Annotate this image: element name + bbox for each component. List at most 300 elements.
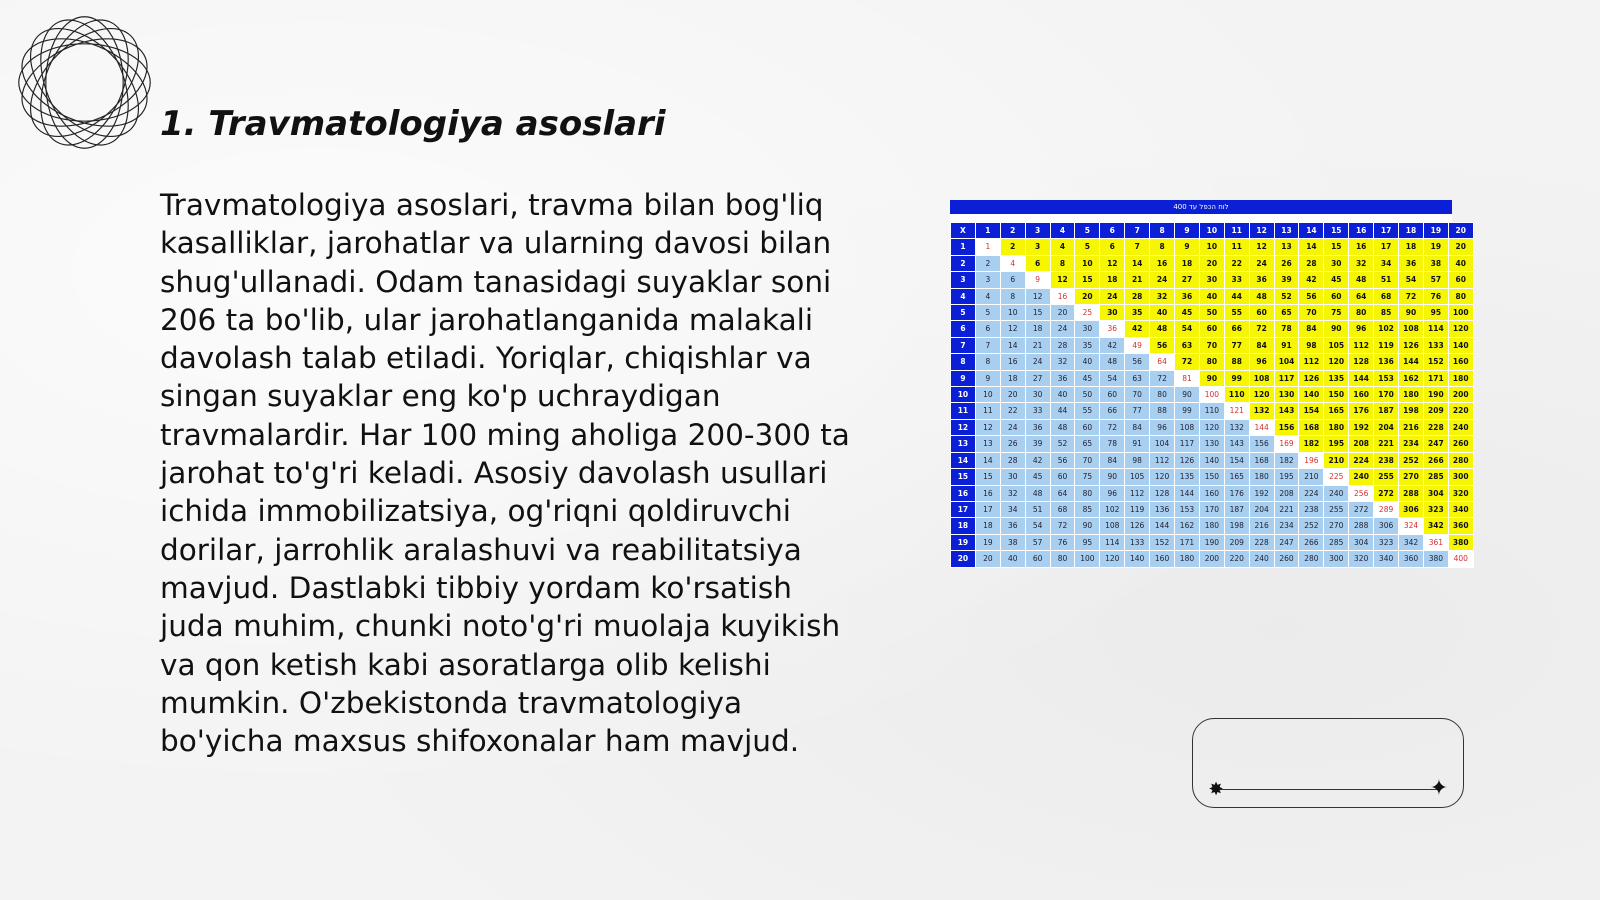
- table-cell: 176: [1349, 403, 1374, 419]
- table-cell: 80: [1150, 387, 1175, 403]
- table-cell: 40: [1000, 551, 1025, 567]
- table-cell: 285: [1324, 534, 1349, 550]
- table-cell: 7: [1125, 239, 1150, 255]
- table-cell: 65: [1075, 436, 1100, 452]
- table-cell: 136: [1150, 501, 1175, 517]
- table-cell: 228: [1249, 534, 1274, 550]
- table-cell: 5: [975, 305, 1000, 321]
- table-cell: 170: [1374, 387, 1399, 403]
- table-cell: 140: [1448, 337, 1473, 353]
- table-row: [951, 272, 1474, 288]
- table-cell: 56: [1050, 452, 1075, 468]
- table-cell: 60: [1249, 305, 1274, 321]
- table-cell: 36: [1100, 321, 1125, 337]
- table-cell: 34: [1000, 501, 1025, 517]
- table-column-header: 6: [1100, 223, 1125, 239]
- table-cell: 126: [1125, 518, 1150, 534]
- table-cell: 8: [1000, 288, 1025, 304]
- table-cell: 4: [1050, 239, 1075, 255]
- table-cell: 252: [1299, 518, 1324, 534]
- table-cell: 44: [1224, 288, 1249, 304]
- table-cell: 40: [1448, 255, 1473, 271]
- table-cell: 40: [1075, 354, 1100, 370]
- table-cell: 8: [975, 354, 1000, 370]
- table-cell: 380: [1423, 551, 1448, 567]
- table-cell: 15: [975, 469, 1000, 485]
- table-cell: 126: [1399, 337, 1424, 353]
- table-cell: 280: [1299, 551, 1324, 567]
- table-row-header: 7: [951, 337, 976, 353]
- table-cell: 165: [1324, 403, 1349, 419]
- table-cell: 35: [1075, 337, 1100, 353]
- table-column-header: 20: [1448, 223, 1473, 239]
- table-cell: 12: [1050, 272, 1075, 288]
- table-cell: 30: [1100, 305, 1125, 321]
- table-cell: 34: [1374, 255, 1399, 271]
- table-cell: 221: [1274, 501, 1299, 517]
- table-cell: 160: [1150, 551, 1175, 567]
- table-cell: 52: [1274, 288, 1299, 304]
- table-cell: 156: [1249, 436, 1274, 452]
- table-cell: 400: [1448, 551, 1473, 567]
- table-cell: 238: [1299, 501, 1324, 517]
- table-cell: 304: [1423, 485, 1448, 501]
- table-cell: 140: [1125, 551, 1150, 567]
- table-cell: 130: [1199, 436, 1224, 452]
- table-cell: 160: [1199, 485, 1224, 501]
- table-cell: 240: [1249, 551, 1274, 567]
- table-cell: 22: [1000, 403, 1025, 419]
- table-cell: 130: [1274, 387, 1299, 403]
- table-cell: 280: [1448, 452, 1473, 468]
- table-cell: 182: [1274, 452, 1299, 468]
- table-cell: 247: [1274, 534, 1299, 550]
- table-cell: 20: [1199, 255, 1224, 271]
- table-cell: 187: [1374, 403, 1399, 419]
- table-cell: 221: [1374, 436, 1399, 452]
- table-cell: 66: [1224, 321, 1249, 337]
- table-cell: 26: [1000, 436, 1025, 452]
- table-cell: 72: [1050, 518, 1075, 534]
- table-cell: 66: [1100, 403, 1125, 419]
- table-cell: 288: [1399, 485, 1424, 501]
- table-row-header: 12: [951, 419, 976, 435]
- table-cell: 216: [1249, 518, 1274, 534]
- table-cell: 6: [975, 321, 1000, 337]
- table-cell: 36: [1249, 272, 1274, 288]
- table-cell: 48: [1100, 354, 1125, 370]
- table-cell: 80: [1075, 485, 1100, 501]
- table-cell: 75: [1075, 469, 1100, 485]
- table-cell: 40: [1150, 305, 1175, 321]
- table-row: [951, 452, 1474, 468]
- table-cell: 48: [1150, 321, 1175, 337]
- table-cell: 132: [1224, 419, 1249, 435]
- table-cell: 156: [1274, 419, 1299, 435]
- table-cell: 6: [1100, 239, 1125, 255]
- table-cell: 266: [1299, 534, 1324, 550]
- table-cell: 102: [1100, 501, 1125, 517]
- table-cell: 24: [1150, 272, 1175, 288]
- table-cell: 60: [1199, 321, 1224, 337]
- table-cell: 132: [1249, 403, 1274, 419]
- table-cell: 28: [1000, 452, 1025, 468]
- table-cell: 198: [1224, 518, 1249, 534]
- table-cell: 220: [1224, 551, 1249, 567]
- table-cell: 104: [1274, 354, 1299, 370]
- table-cell: 144: [1175, 485, 1200, 501]
- table-cell: 100: [1075, 551, 1100, 567]
- table-cell: 15: [1025, 305, 1050, 321]
- table-column-header: 8: [1150, 223, 1175, 239]
- table-cell: 24: [1249, 255, 1274, 271]
- table-cell: 84: [1299, 321, 1324, 337]
- table-cell: 323: [1374, 534, 1399, 550]
- table-cell: 168: [1299, 419, 1324, 435]
- table-cell: 32: [1150, 288, 1175, 304]
- table-cell: 3: [975, 272, 1000, 288]
- table-cell: 140: [1299, 387, 1324, 403]
- table-cell: 108: [1249, 370, 1274, 386]
- table-cell: 84: [1100, 452, 1125, 468]
- table-cell: 21: [1025, 337, 1050, 353]
- table-cell: 9: [1175, 239, 1200, 255]
- table-cell: 1: [975, 239, 1000, 255]
- table-cell: 135: [1175, 469, 1200, 485]
- table-cell: 84: [1249, 337, 1274, 353]
- table-cell: 128: [1349, 354, 1374, 370]
- table-cell: 153: [1175, 501, 1200, 517]
- table-cell: 180: [1175, 551, 1200, 567]
- table-cell: 16: [1150, 255, 1175, 271]
- table-cell: 117: [1175, 436, 1200, 452]
- table-cell: 24: [1050, 321, 1075, 337]
- table-cell: 12: [975, 419, 1000, 435]
- table-cell: 14: [1000, 337, 1025, 353]
- table-cell: 48: [1349, 272, 1374, 288]
- table-cell: 25: [1075, 305, 1100, 321]
- table-cell: 171: [1175, 534, 1200, 550]
- table-cell: 140: [1199, 452, 1224, 468]
- table-cell: 160: [1349, 387, 1374, 403]
- table-cell: 14: [975, 452, 1000, 468]
- table-cell: 180: [1324, 419, 1349, 435]
- table-cell: 150: [1199, 469, 1224, 485]
- spirograph-logo-icon: [12, 10, 157, 155]
- table-cell: 10: [975, 387, 1000, 403]
- table-cell: 340: [1448, 501, 1473, 517]
- table-cell: 272: [1349, 501, 1374, 517]
- table-cell: 6: [1025, 255, 1050, 271]
- table-cell: 64: [1349, 288, 1374, 304]
- table-cell: 13: [1274, 239, 1299, 255]
- table-cell: 90: [1324, 321, 1349, 337]
- table-row: [951, 403, 1474, 419]
- table-cell: 50: [1075, 387, 1100, 403]
- table-cell: 36: [1175, 288, 1200, 304]
- table-cell: 133: [1125, 534, 1150, 550]
- table-cell: 40: [1199, 288, 1224, 304]
- table-cell: 153: [1374, 370, 1399, 386]
- table-cell: 110: [1224, 387, 1249, 403]
- table-cell: 54: [1175, 321, 1200, 337]
- table-row: [951, 305, 1474, 321]
- table-cell: 68: [1374, 288, 1399, 304]
- table-row-header: 15: [951, 469, 976, 485]
- table-cell: 121: [1224, 403, 1249, 419]
- table-cell: 225: [1324, 469, 1349, 485]
- table-cell: 80: [1199, 354, 1224, 370]
- table-cell: 18: [975, 518, 1000, 534]
- table-cell: 234: [1399, 436, 1424, 452]
- table-corner-label: X: [951, 223, 976, 239]
- table-cell: 15: [1075, 272, 1100, 288]
- table-row: [951, 485, 1474, 501]
- decorative-slider-frame: [1192, 718, 1464, 808]
- table-cell: 88: [1224, 354, 1249, 370]
- slider-track: [1217, 789, 1439, 790]
- table-column-header: 19: [1423, 223, 1448, 239]
- table-cell: 171: [1423, 370, 1448, 386]
- table-cell: 44: [1050, 403, 1075, 419]
- table-column-header: 16: [1349, 223, 1374, 239]
- table-cell: 160: [1448, 354, 1473, 370]
- table-cell: 78: [1100, 436, 1125, 452]
- table-column-header: 2: [1000, 223, 1025, 239]
- table-cell: 120: [1100, 551, 1125, 567]
- table-cell: 272: [1374, 485, 1399, 501]
- table-cell: 70: [1075, 452, 1100, 468]
- table-cell: 60: [1100, 387, 1125, 403]
- table-cell: 252: [1399, 452, 1424, 468]
- table-cell: 108: [1100, 518, 1125, 534]
- table-cell: 18: [1175, 255, 1200, 271]
- table-column-header: 13: [1274, 223, 1299, 239]
- table-cell: 10: [1000, 305, 1025, 321]
- table-cell: 144: [1349, 370, 1374, 386]
- table-row: [951, 321, 1474, 337]
- table-cell: 100: [1448, 305, 1473, 321]
- table-cell: 320: [1448, 485, 1473, 501]
- table-cell: 56: [1299, 288, 1324, 304]
- table-cell: 12: [1000, 321, 1025, 337]
- table-cell: 300: [1448, 469, 1473, 485]
- table-cell: 76: [1423, 288, 1448, 304]
- table-cell: 60: [1448, 272, 1473, 288]
- table-cell: 266: [1423, 452, 1448, 468]
- table-cell: 228: [1423, 419, 1448, 435]
- table-cell: 51: [1025, 501, 1050, 517]
- multiplication-table-image: [950, 200, 1469, 568]
- table-row-header: 14: [951, 452, 976, 468]
- table-cell: 119: [1374, 337, 1399, 353]
- table-cell: 128: [1150, 485, 1175, 501]
- table-cell: 216: [1399, 419, 1424, 435]
- table-cell: 180: [1399, 387, 1424, 403]
- table-cell: 63: [1175, 337, 1200, 353]
- table-cell: 102: [1374, 321, 1399, 337]
- table-row: [951, 387, 1474, 403]
- table-cell: 54: [1025, 518, 1050, 534]
- table-cell: 64: [1050, 485, 1075, 501]
- table-cell: 117: [1274, 370, 1299, 386]
- table-cell: 17: [1374, 239, 1399, 255]
- table-cell: 208: [1349, 436, 1374, 452]
- table-cell: 361: [1423, 534, 1448, 550]
- table-cell: 38: [1423, 255, 1448, 271]
- table-cell: 224: [1349, 452, 1374, 468]
- table-cell: 72: [1249, 321, 1274, 337]
- table-cell: 91: [1274, 337, 1299, 353]
- table-cell: 238: [1374, 452, 1399, 468]
- table-cell: 95: [1075, 534, 1100, 550]
- table-cell: 9: [1025, 272, 1050, 288]
- table-cell: 76: [1050, 534, 1075, 550]
- table-cell: 32: [1349, 255, 1374, 271]
- table-cell: 120: [1150, 469, 1175, 485]
- table-column-header: 15: [1324, 223, 1349, 239]
- table-cell: 112: [1125, 485, 1150, 501]
- table-column-header: 11: [1224, 223, 1249, 239]
- table-cell: 60: [1050, 469, 1075, 485]
- table-row: [951, 469, 1474, 485]
- table-cell: 30: [1025, 387, 1050, 403]
- table-cell: 180: [1199, 518, 1224, 534]
- table-cell: 40: [1050, 387, 1075, 403]
- table-cell: 90: [1075, 518, 1100, 534]
- table-cell: 28: [1299, 255, 1324, 271]
- table-cell: 270: [1324, 518, 1349, 534]
- table-cell: 169: [1274, 436, 1299, 452]
- table-cell: 20: [1075, 288, 1100, 304]
- table-cell: 91: [1125, 436, 1150, 452]
- table-cell: 99: [1224, 370, 1249, 386]
- table-cell: 56: [1150, 337, 1175, 353]
- table-cell: 30: [1324, 255, 1349, 271]
- table-cell: 57: [1423, 272, 1448, 288]
- table-row-header: 8: [951, 354, 976, 370]
- table-cell: 108: [1175, 419, 1200, 435]
- table-cell: 72: [1399, 288, 1424, 304]
- table-cell: 7: [975, 337, 1000, 353]
- table-cell: 95: [1423, 305, 1448, 321]
- table-cell: 98: [1299, 337, 1324, 353]
- table-cell: 136: [1374, 354, 1399, 370]
- table-cell: 11: [1224, 239, 1249, 255]
- table-row-header: 6: [951, 321, 976, 337]
- table-column-header: 9: [1175, 223, 1200, 239]
- table-cell: 49: [1125, 337, 1150, 353]
- table-cell: 80: [1050, 551, 1075, 567]
- table-cell: 42: [1025, 452, 1050, 468]
- table-cell: 28: [1050, 337, 1075, 353]
- table-cell: 70: [1299, 305, 1324, 321]
- table-cell: 27: [1025, 370, 1050, 386]
- table-cell: 14: [1125, 255, 1150, 271]
- table-cell: 152: [1423, 354, 1448, 370]
- table-cell: 120: [1324, 354, 1349, 370]
- table-row-header: 10: [951, 387, 976, 403]
- table-cell: 39: [1025, 436, 1050, 452]
- table-cell: 224: [1299, 485, 1324, 501]
- table-cell: 162: [1399, 370, 1424, 386]
- table-cell: 72: [1150, 370, 1175, 386]
- multiplication-table-header: לוח הכפל עד 400: [950, 200, 1452, 214]
- table-cell: 100: [1199, 387, 1224, 403]
- table-cell: 320: [1349, 551, 1374, 567]
- table-cell: 108: [1399, 321, 1424, 337]
- table-cell: 126: [1299, 370, 1324, 386]
- table-cell: 210: [1324, 452, 1349, 468]
- table-column-header: 17: [1374, 223, 1399, 239]
- table-cell: 144: [1399, 354, 1424, 370]
- table-cell: 9: [975, 370, 1000, 386]
- table-cell: 48: [1249, 288, 1274, 304]
- table-cell: 99: [1175, 403, 1200, 419]
- table-row-header: 5: [951, 305, 976, 321]
- table-cell: 20: [975, 551, 1000, 567]
- table-cell: 45: [1075, 370, 1100, 386]
- table-cell: 70: [1125, 387, 1150, 403]
- table-cell: 45: [1324, 272, 1349, 288]
- table-cell: 260: [1274, 551, 1299, 567]
- table-cell: 24: [1000, 419, 1025, 435]
- table-cell: 165: [1224, 469, 1249, 485]
- table-cell: 240: [1324, 485, 1349, 501]
- table-cell: 144: [1249, 419, 1274, 435]
- table-cell: 16: [1050, 288, 1075, 304]
- table-cell: 12: [1249, 239, 1274, 255]
- table-cell: 30: [1199, 272, 1224, 288]
- table-cell: 182: [1299, 436, 1324, 452]
- table-cell: 38: [1000, 534, 1025, 550]
- table-cell: 13: [975, 436, 1000, 452]
- table-cell: 120: [1448, 321, 1473, 337]
- table-cell: 32: [1050, 354, 1075, 370]
- table-column-header: 1: [975, 223, 1000, 239]
- table-cell: 288: [1349, 518, 1374, 534]
- table-cell: 30: [1075, 321, 1100, 337]
- table-row: [951, 551, 1474, 567]
- table-cell: 112: [1150, 452, 1175, 468]
- table-cell: 35: [1125, 305, 1150, 321]
- table-cell: 65: [1274, 305, 1299, 321]
- table-row-header: 18: [951, 518, 976, 534]
- table-cell: 85: [1075, 501, 1100, 517]
- table-cell: 68: [1050, 501, 1075, 517]
- table-cell: 11: [975, 403, 1000, 419]
- table-cell: 42: [1125, 321, 1150, 337]
- table-cell: 77: [1125, 403, 1150, 419]
- table-cell: 90: [1399, 305, 1424, 321]
- table-cell: 380: [1448, 534, 1473, 550]
- table-cell: 98: [1125, 452, 1150, 468]
- table-cell: 50: [1199, 305, 1224, 321]
- table-cell: 180: [1249, 469, 1274, 485]
- table-cell: 4: [975, 288, 1000, 304]
- table-cell: 55: [1075, 403, 1100, 419]
- table-cell: 143: [1274, 403, 1299, 419]
- table-cell: 112: [1299, 354, 1324, 370]
- table-cell: 240: [1448, 419, 1473, 435]
- table-column-header: 10: [1199, 223, 1224, 239]
- table-cell: 126: [1175, 452, 1200, 468]
- table-cell: 195: [1324, 436, 1349, 452]
- table-cell: 360: [1399, 551, 1424, 567]
- table-cell: 78: [1274, 321, 1299, 337]
- table-cell: 154: [1224, 452, 1249, 468]
- table-cell: 70: [1199, 337, 1224, 353]
